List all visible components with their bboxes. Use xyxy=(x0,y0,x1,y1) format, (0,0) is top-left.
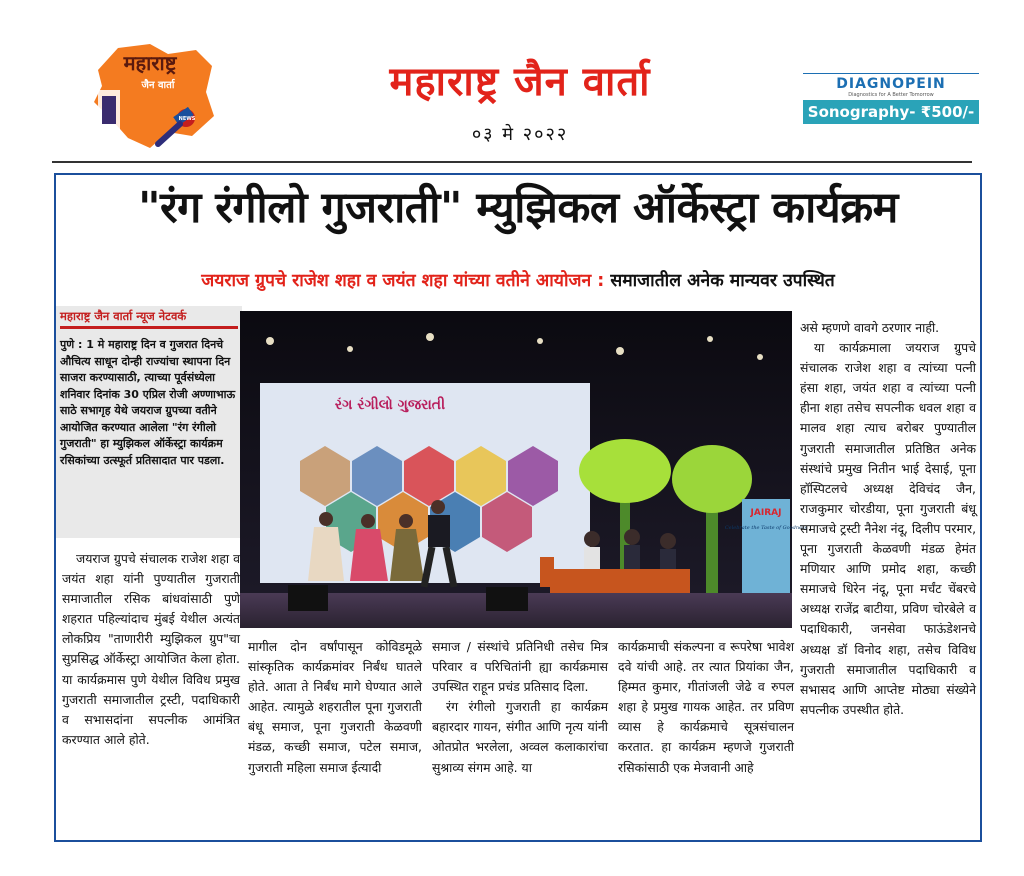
byline: महाराष्ट्र जैन वार्ता न्यूज नेटवर्क xyxy=(60,309,238,329)
photo-standee-text: Celebrate the Taste of Goodness xyxy=(724,525,808,531)
ad-tagline: Diagnostics for A Better Tomorrow xyxy=(848,92,934,98)
subhead-attendance: समाजातील अनेक मान्यवर उपस्थित xyxy=(610,271,835,291)
body-paragraph: असे म्हणणे वावगे ठरणार नाही. xyxy=(800,320,940,335)
body-paragraph: मागील दोन वर्षांपासून कोविडमूळे सांस्कृतिक कार्यक्रमांवर निर्बंध घातले होते. आता ते निर्बंध मागे घेण्यात आले आहेत. त्यामुळे शहरातील पूना गुजराती बंधू समाज, पूना गुजराती केळवणी मंडळ, कच्छी समाज, पटेल समाज, गुजराती महिला समाज ईत्यादी xyxy=(248,639,422,775)
article-headline: "रंग रंगीलो गुजराती" म्युझिकल ऑर्केस्ट्रा कार्यक्रम xyxy=(138,183,898,233)
logo-line2: जैन वार्ता xyxy=(141,80,175,91)
masthead-logo xyxy=(88,40,218,152)
body-paragraph: कार्यक्रमाची संकल्पना व रूपरेषा भावेश दवे यांची आहे. तर त्यात प्रियांका जैन, हिम्मत कुमार, गीतांजली जेढे व रुपल शहा हे प्रमुख गायक आहेत. तर प्रविण व्यास हे कार्यक्रमाचे सूत्रसंचालन करतात. हा कार्यक्रम म्हणजे गुजराती रसिकांसाठी एक मेजवानी आहे xyxy=(618,639,794,775)
body-paragraph: समाज / संस्थांचे प्रतिनिधी तसेच मित्र परिवार व परिचितांनी ह्या कार्यक्रमास उपस्थित राहून प्रचंड प्रतिसाद दिला. xyxy=(432,639,608,695)
masthead-date: ०३ मे २०२२ xyxy=(471,124,569,145)
body-column-2 xyxy=(248,637,422,778)
masthead-title: महाराष्ट्र जैन वार्ता xyxy=(389,58,651,105)
lead-box xyxy=(56,306,242,538)
ad-offer: Sonography- ₹500/- xyxy=(803,100,979,124)
logo-line1: महाराष्ट्र xyxy=(123,51,177,75)
article-subhead xyxy=(64,268,972,292)
body-paragraph: जयराज ग्रुपचे संचालक राजेश शहा व जयंत शहा यांनी पुण्यातील गुजराती समाजातील रसिक बांधवांसाठी पुणे शहरात पहिल्यांदाच मुंबई येथील अत्यंत लोकप्रिय "ताणारीरी म्युझिकल ग्रुप"चा सुप्रसिद्ध ऑर्केस्ट्रा आयोजित केला होता. या कार्यक्रमास पुणे येथील विविध प्रमुख गुजराती समाजातील ट्रस्टी, पदाधिकारी व सभासदांना सपत्नीक आमंत्रित करण्यात आले होते. xyxy=(62,551,240,747)
body-column-1 xyxy=(62,549,240,750)
photo-standee-brand: JAIRAJ xyxy=(750,508,782,518)
subhead-organizer: जयराज ग्रुपचे राजेश शहा व जयंत शहा यांच्या वतीने आयोजन : xyxy=(201,271,605,291)
body-column-4 xyxy=(618,637,794,778)
event-photo xyxy=(240,311,808,628)
advertisement xyxy=(803,73,979,128)
ad-brand: DIAGNOPEIN xyxy=(803,73,979,92)
logo-mic-label: NEWS xyxy=(178,116,196,122)
masthead-divider xyxy=(52,161,972,163)
body-column-3 xyxy=(432,637,608,778)
body-column-5 xyxy=(800,318,976,720)
photo-banner-text: રંગ રંગીલો ગુજરાતી xyxy=(334,397,446,413)
body-paragraph: रंग रंगीलो गुजराती हा कार्यक्रम बहारदार गायन, संगीत आणि नृत्य यांनी ओतप्रोत भरलेला, अव्वल कलाकारांचा सुश्राव्य संगम आहे. या xyxy=(432,699,608,775)
body-paragraph: या कार्यक्रमाला जयराज ग्रुपचे संचालक राजेश शहा व त्यांच्या पत्नी हंसा शहा, जयंत शहा व त्यांच्या पत्नी हीना शहा तसेच सपत्नीक धवल शहा व मालव शहा त्याच बरोबर पुण्यातील गुजराती समाजातील प्रतिष्ठित अनेक संस्थांचे प्रमुख नितीन भाई देसाई, पूना हॉस्पिटलचे अध्यक्ष देविचंद जैन, राजकुमार चोरडीया, पूना गुजराती बंधू समाजचे ट्रस्टी नैनेश नंदू, दिलीप परमार, पूना गुजराती केळवणी मंडळ हेमंत मणियार आणि प्रमोद शहा, कच्छी समाजचे धिरेन नंदू, पूना मर्चंट चेंबरचे अध्यक्ष राजेंद्र बाटीया, प्रविण चोरबेले व पदाधिकारी, जनसेवा फाऊंडेशनचे अध्यक्ष डॉ विनोद शहा, तसेच विविध गुजराती समाजातील पदाधिकारी व सभासद आणि आप्तेष्ट मोठ्या संख्येने सपत्नीक उपस्थीत होते. xyxy=(800,340,977,717)
lead-paragraph: पुणे : 1 मे महाराष्ट्र दिन व गुजरात दिनचे औचित्य साधून दोन्ही राज्यांचा स्थापना दिन साजरा करण्यासाठी, त्याच्या पूर्वसंध्येला शनिवार दिनांक 30 एप्रिल रोजी अण्णाभाऊ साठे सभागृह येथे जयराज ग्रुपच्या वतीने आयोजित करण्यात आलेला "रंग रंगीलो गुजराती" हा म्युझिकल ऑर्केस्ट्रा कार्यक्रम रसिकांच्या उत्स्फूर्त प्रतिसादात पार पडला. xyxy=(60,338,236,467)
